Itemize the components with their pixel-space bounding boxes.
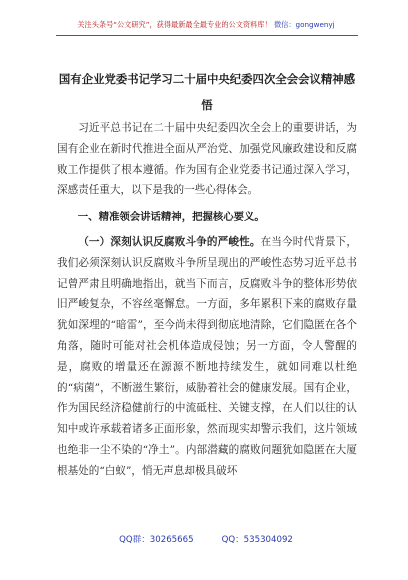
header-divider [56, 35, 358, 36]
intro-paragraph: 习近平总书记在二十届中央纪委四次全会上的重要讲话，为国有企业在新时代推进全面从严治党、加强党风廉政建设和反腐败工作提供了根本遵循。作为国有企业党委书记通过深入学习，深感责任重大，以下是我的一些心得体会。 [57, 122, 357, 197]
header-wechat-id: 微信：gongwenyj [273, 20, 335, 29]
header-promo-text: 关注头条号“公文研究”，获得最新最全最专业的公文资料库！ [77, 20, 272, 29]
document-body [57, 118, 357, 482]
footer-qq-group: QQ群：30265665 [119, 535, 194, 545]
document-title: 国有企业党委书记学习二十届中央纪委四次全会会议精神感悟 [58, 72, 356, 112]
header-banner [56, 20, 356, 30]
section-heading-1: 一、精准领会讲话精神，把握核心要义。 [77, 211, 265, 224]
subsection-heading-1: （一）深刻认识反腐败斗争的严峻性。 [78, 235, 261, 248]
footer-contact [56, 533, 356, 545]
subsection-body-1: 在当今时代背景下，我们必须深刻认识反腐败斗争所呈现出的严峻性态势习近平总书记曾严肃且明确地指出，就当下而言，反腐败斗争的整体形势依旧严峻复杂，不容丝毫懈怠。一方面，多年累积下来的腐败存量犹如深埋的“暗雷”，至今尚未得到彻底地清除，它们隐匿在各个角落，随时可能对社会机体造成侵蚀；另一方面，令人警醒的是，腐败的增量还在源源不断地持续发生，就如同难以杜绝的“病菌”，不断滋生繁衍，威胁着社会的健康发展。国有企业，作为国民经济稳健前行的中流砥柱、关键支撑，在人们以往的认知中或许承载着诸多正面形象，然而现实却警示我们，这片领域也绝非一尘不染的“净土”。内部潜藏的腐败问题犹如隐匿在大厦根基处的“白蚁”，悄无声息却极具破坏 [57, 235, 358, 477]
subsection-paragraph-1 [57, 232, 357, 482]
footer-qq-number: QQ：535304092 [221, 535, 293, 545]
